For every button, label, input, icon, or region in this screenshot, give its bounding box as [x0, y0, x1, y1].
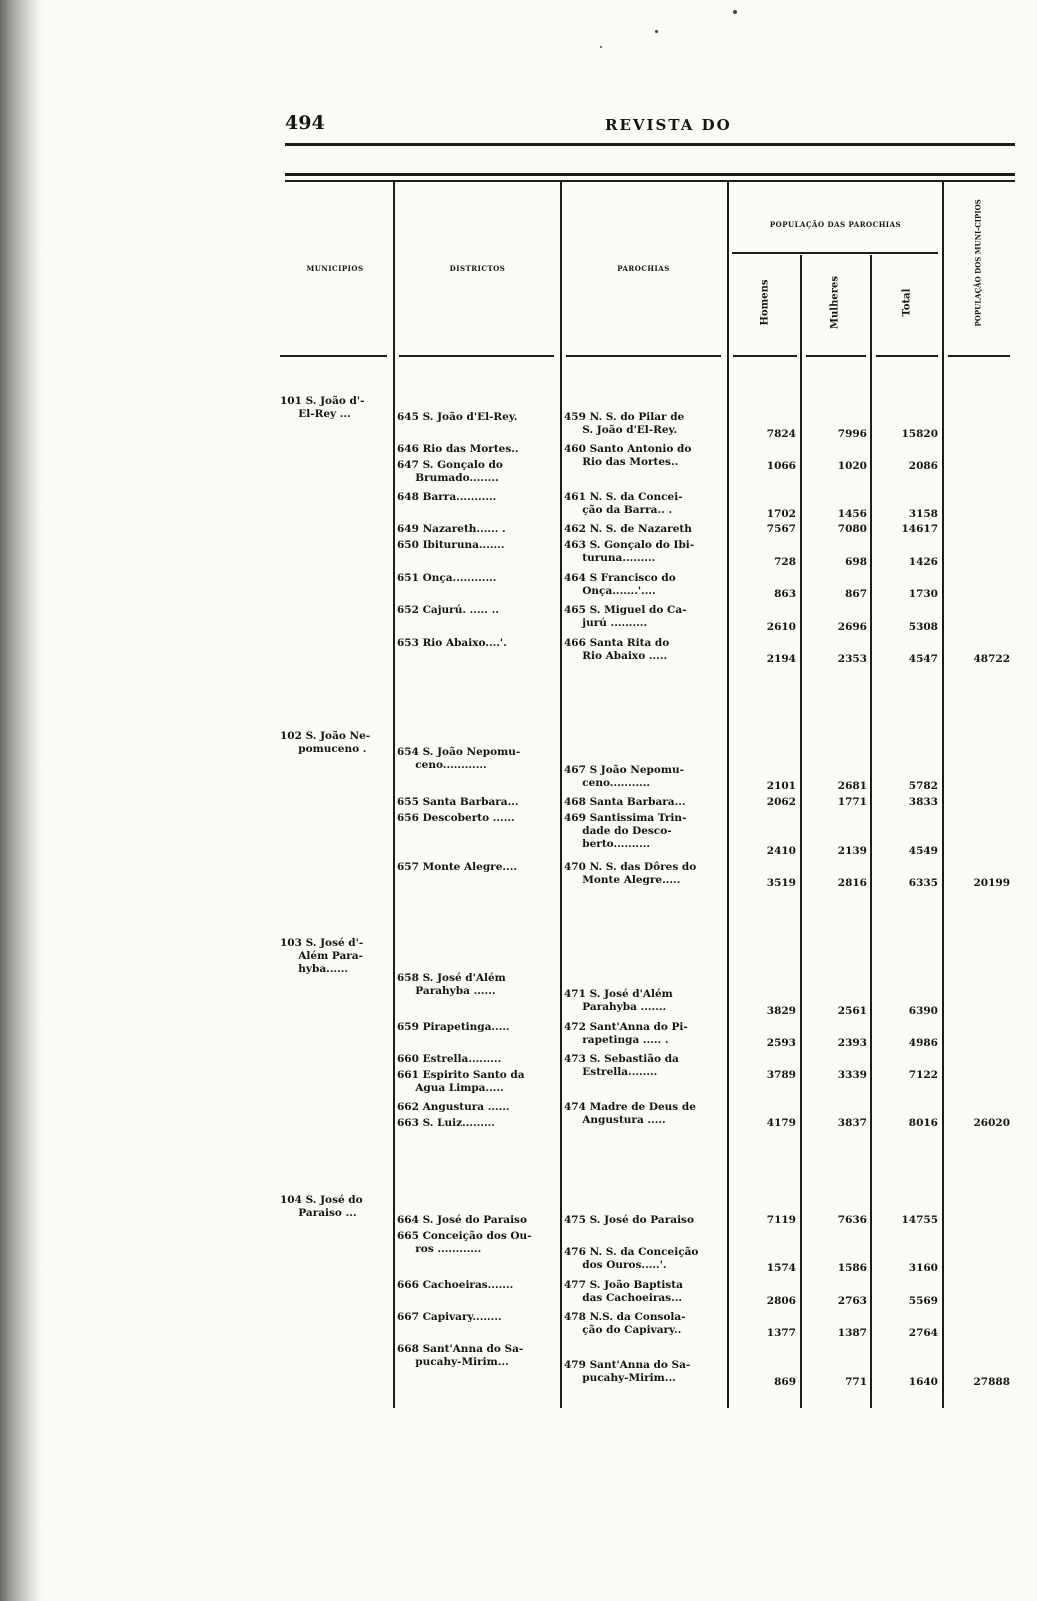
districto-entry: 668 Sant'Anna do Sa- pucahy-Mirim...: [397, 1343, 524, 1368]
districto-entry: 658 S. José d'Além Parahyba ......: [397, 972, 506, 997]
districto-entry: 649 Nazareth...... .: [397, 523, 506, 535]
total-value: 4549: [908, 845, 938, 857]
districto-entry: 662 Angustura ......: [397, 1101, 510, 1113]
homens-value: 863: [774, 588, 796, 600]
districto-entry: 664 S. José do Paraiso: [397, 1214, 527, 1226]
header-bottom-rule: [733, 355, 797, 357]
header-rule: [285, 143, 1015, 146]
districto-entry: 650 Ibituruna.......: [397, 539, 505, 551]
parochia-entry: 476 N. S. da Conceição dos Ouros.....'.: [564, 1246, 699, 1271]
homens-value: 7567: [766, 523, 796, 535]
total-value: 3833: [908, 796, 938, 808]
total-value: 1640: [908, 1376, 938, 1388]
parochia-entry: 478 N.S. da Consola- ção do Capivary..: [564, 1311, 686, 1336]
homens-value: 2610: [766, 621, 796, 633]
header-municipios: MUNICIPIOS: [306, 264, 364, 273]
table-top-rule: [285, 173, 1015, 176]
districto-entry: 663 S. Luiz.........: [397, 1117, 495, 1129]
districto-entry: 646 Rio das Mortes..: [397, 443, 519, 455]
running-title: REVISTA DO: [605, 116, 732, 134]
total-value: 1730: [908, 588, 938, 600]
homens-value: 2101: [766, 780, 796, 792]
municipio-total-value: 26020: [973, 1117, 1010, 1129]
header-bottom-rule: [280, 355, 387, 357]
municipio-total-value: 48722: [973, 653, 1010, 665]
column-divider: [942, 182, 944, 1408]
parochia-entry: 475 S. José do Paraiso: [564, 1214, 694, 1226]
parochia-entry: 470 N. S. das Dôres do Monte Alegre.....: [564, 861, 697, 886]
districto-entry: 654 S. João Nepomu- ceno............: [397, 746, 521, 771]
column-divider: [800, 255, 802, 1408]
parochia-entry: 474 Madre de Deus de Angustura .....: [564, 1101, 696, 1126]
parochia-entry: 467 S João Nepomu- ceno...........: [564, 764, 684, 789]
mulheres-value: 2696: [837, 621, 867, 633]
districto-entry: 665 Conceição dos Ou- ros ............: [397, 1230, 532, 1255]
header-bottom-rule: [399, 355, 554, 357]
header-parochias: PAROCHIAS: [617, 264, 670, 273]
homens-value: 2194: [766, 653, 796, 665]
column-divider: [727, 182, 729, 1408]
mulheres-value: 2561: [837, 1005, 867, 1017]
total-value: 3160: [908, 1262, 938, 1274]
page-number: 494: [285, 112, 325, 134]
municipio-total-value: 27888: [973, 1376, 1010, 1388]
mulheres-value: 771: [845, 1376, 867, 1388]
header-populacao-municipios: POPULAÇÃO DOS MUNI-CIPIOS: [973, 199, 983, 327]
homens-value: 2062: [766, 796, 796, 808]
districto-entry: 657 Monte Alegre....: [397, 861, 518, 873]
municipio-entry: 101 S. João d'- El-Rey ...: [280, 395, 365, 420]
header-total: Total: [901, 288, 913, 317]
homens-value: 2593: [766, 1037, 796, 1049]
homens-value: 2806: [766, 1295, 796, 1307]
mulheres-value: 7636: [837, 1214, 867, 1226]
total-value: 2086: [908, 460, 938, 472]
total-value: 4547: [908, 653, 938, 665]
homens-value: 3829: [766, 1005, 796, 1017]
districto-entry: 645 S. João d'El-Rey.: [397, 411, 518, 423]
districto-entry: 660 Estrella.........: [397, 1053, 502, 1065]
parochia-entry: 462 N. S. de Nazareth: [564, 523, 692, 535]
mulheres-value: 2681: [837, 780, 867, 792]
districto-entry: 648 Barra...........: [397, 491, 497, 503]
districto-entry: 651 Onça............: [397, 572, 497, 584]
mulheres-value: 3339: [837, 1069, 867, 1081]
districto-entry: 667 Capivary........: [397, 1311, 502, 1323]
mulheres-value: 2816: [837, 877, 867, 889]
parochia-entry: 465 S. Miguel do Ca- jurú ..........: [564, 604, 687, 629]
mulheres-value: 1387: [837, 1327, 867, 1339]
header-districtos: DISTRICTOS: [449, 264, 506, 273]
homens-value: 1702: [766, 508, 796, 520]
total-value: 2764: [908, 1327, 938, 1339]
homens-value: 3519: [766, 877, 796, 889]
homens-value: 3789: [766, 1069, 796, 1081]
total-value: 7122: [908, 1069, 938, 1081]
total-value: 5308: [908, 621, 938, 633]
parochia-entry: 477 S. João Baptista das Cachoeiras...: [564, 1279, 683, 1304]
parochia-entry: 463 S. Gonçalo do Ibi- turuna.........: [564, 539, 695, 564]
mulheres-value: 1020: [837, 460, 867, 472]
total-value: 1426: [908, 556, 938, 568]
homens-value: 869: [774, 1376, 796, 1388]
column-divider: [393, 182, 395, 1408]
header-bottom-rule: [806, 355, 866, 357]
page-binding-edge: [0, 0, 42, 1601]
total-value: 6335: [908, 877, 938, 889]
homens-value: 2410: [766, 845, 796, 857]
districto-entry: 652 Cajurú. ..... ..: [397, 604, 499, 616]
districto-entry: 647 S. Gonçalo do Brumado........: [397, 459, 503, 484]
header-bottom-rule: [948, 355, 1010, 357]
parochia-entry: 460 Santo Antonio do Rio das Mortes..: [564, 443, 692, 468]
total-value: 5782: [908, 780, 938, 792]
homens-value: 7119: [766, 1214, 796, 1226]
districto-entry: 656 Descoberto ......: [397, 812, 515, 824]
header-mulheres: Mulheres: [829, 275, 841, 330]
mulheres-value: 7080: [837, 523, 867, 535]
municipio-entry: 103 S. José d'- Além Para- hyba......: [280, 937, 364, 975]
ink-speck: [733, 10, 737, 14]
mulheres-value: 867: [845, 588, 867, 600]
homens-value: 4179: [766, 1117, 796, 1129]
parochia-entry: 461 N. S. da Concei- ção da Barra.. .: [564, 491, 683, 516]
parochia-entry: 479 Sant'Anna do Sa- pucahy-Mirim...: [564, 1359, 691, 1384]
homens-value: 728: [774, 556, 796, 568]
mulheres-value: 2393: [837, 1037, 867, 1049]
header-homens: Homens: [759, 279, 771, 326]
total-value: 5569: [908, 1295, 938, 1307]
total-value: 6390: [908, 1005, 938, 1017]
homens-value: 1377: [766, 1327, 796, 1339]
districto-entry: 659 Pirapetinga.....: [397, 1021, 510, 1033]
mulheres-value: 698: [845, 556, 867, 568]
total-value: 15820: [901, 428, 938, 440]
districto-entry: 666 Cachoeiras.......: [397, 1279, 514, 1291]
mulheres-value: 7996: [837, 428, 867, 440]
total-value: 3158: [908, 508, 938, 520]
homens-value: 7824: [766, 428, 796, 440]
parochia-entry: 473 S. Sebastião da Estrella........: [564, 1053, 679, 1078]
municipio-entry: 102 S. João Ne- pomuceno .: [280, 730, 371, 755]
mulheres-value: 2139: [837, 845, 867, 857]
mulheres-value: 2763: [837, 1295, 867, 1307]
header-bottom-rule: [876, 355, 938, 357]
total-value: 14755: [901, 1214, 938, 1226]
mulheres-value: 2353: [837, 653, 867, 665]
total-value: 8016: [908, 1117, 938, 1129]
mulheres-value: 1771: [837, 796, 867, 808]
ink-speck: [655, 30, 658, 33]
parochia-entry: 466 Santa Rita do Rio Abaixo .....: [564, 637, 670, 662]
mulheres-value: 1456: [837, 508, 867, 520]
header-subrule: [732, 252, 938, 254]
districto-entry: 661 Espirito Santo da Agua Limpa.....: [397, 1069, 525, 1094]
parochia-entry: 459 N. S. do Pilar de S. João d'El-Rey.: [564, 411, 685, 436]
parochia-entry: 471 S. José d'Além Parahyba .......: [564, 988, 673, 1013]
ink-speck: [600, 46, 602, 48]
mulheres-value: 1586: [837, 1262, 867, 1274]
homens-value: 1574: [766, 1262, 796, 1274]
parochia-entry: 469 Santissima Trin- dade do Desco- berto..........: [564, 812, 687, 850]
total-value: 4986: [908, 1037, 938, 1049]
parochia-entry: 464 S Francisco do Onça.......'....: [564, 572, 676, 597]
parochia-entry: 472 Sant'Anna do Pi- rapetinga ..... .: [564, 1021, 688, 1046]
municipio-entry: 104 S. José do Paraiso ...: [280, 1194, 363, 1219]
header-bottom-rule: [566, 355, 721, 357]
column-divider: [870, 255, 872, 1408]
column-divider: [560, 182, 562, 1408]
homens-value: 1066: [766, 460, 796, 472]
districto-entry: 655 Santa Barbara...: [397, 796, 519, 808]
total-value: 14617: [901, 523, 938, 535]
page-header: [285, 112, 1015, 140]
header-populacao-parochias: POPULAÇÃO DAS PAROCHIAS: [769, 220, 902, 229]
parochia-entry: 468 Santa Barbara...: [564, 796, 686, 808]
mulheres-value: 3837: [837, 1117, 867, 1129]
municipio-total-value: 20199: [973, 877, 1010, 889]
districto-entry: 653 Rio Abaixo....'.: [397, 637, 507, 649]
